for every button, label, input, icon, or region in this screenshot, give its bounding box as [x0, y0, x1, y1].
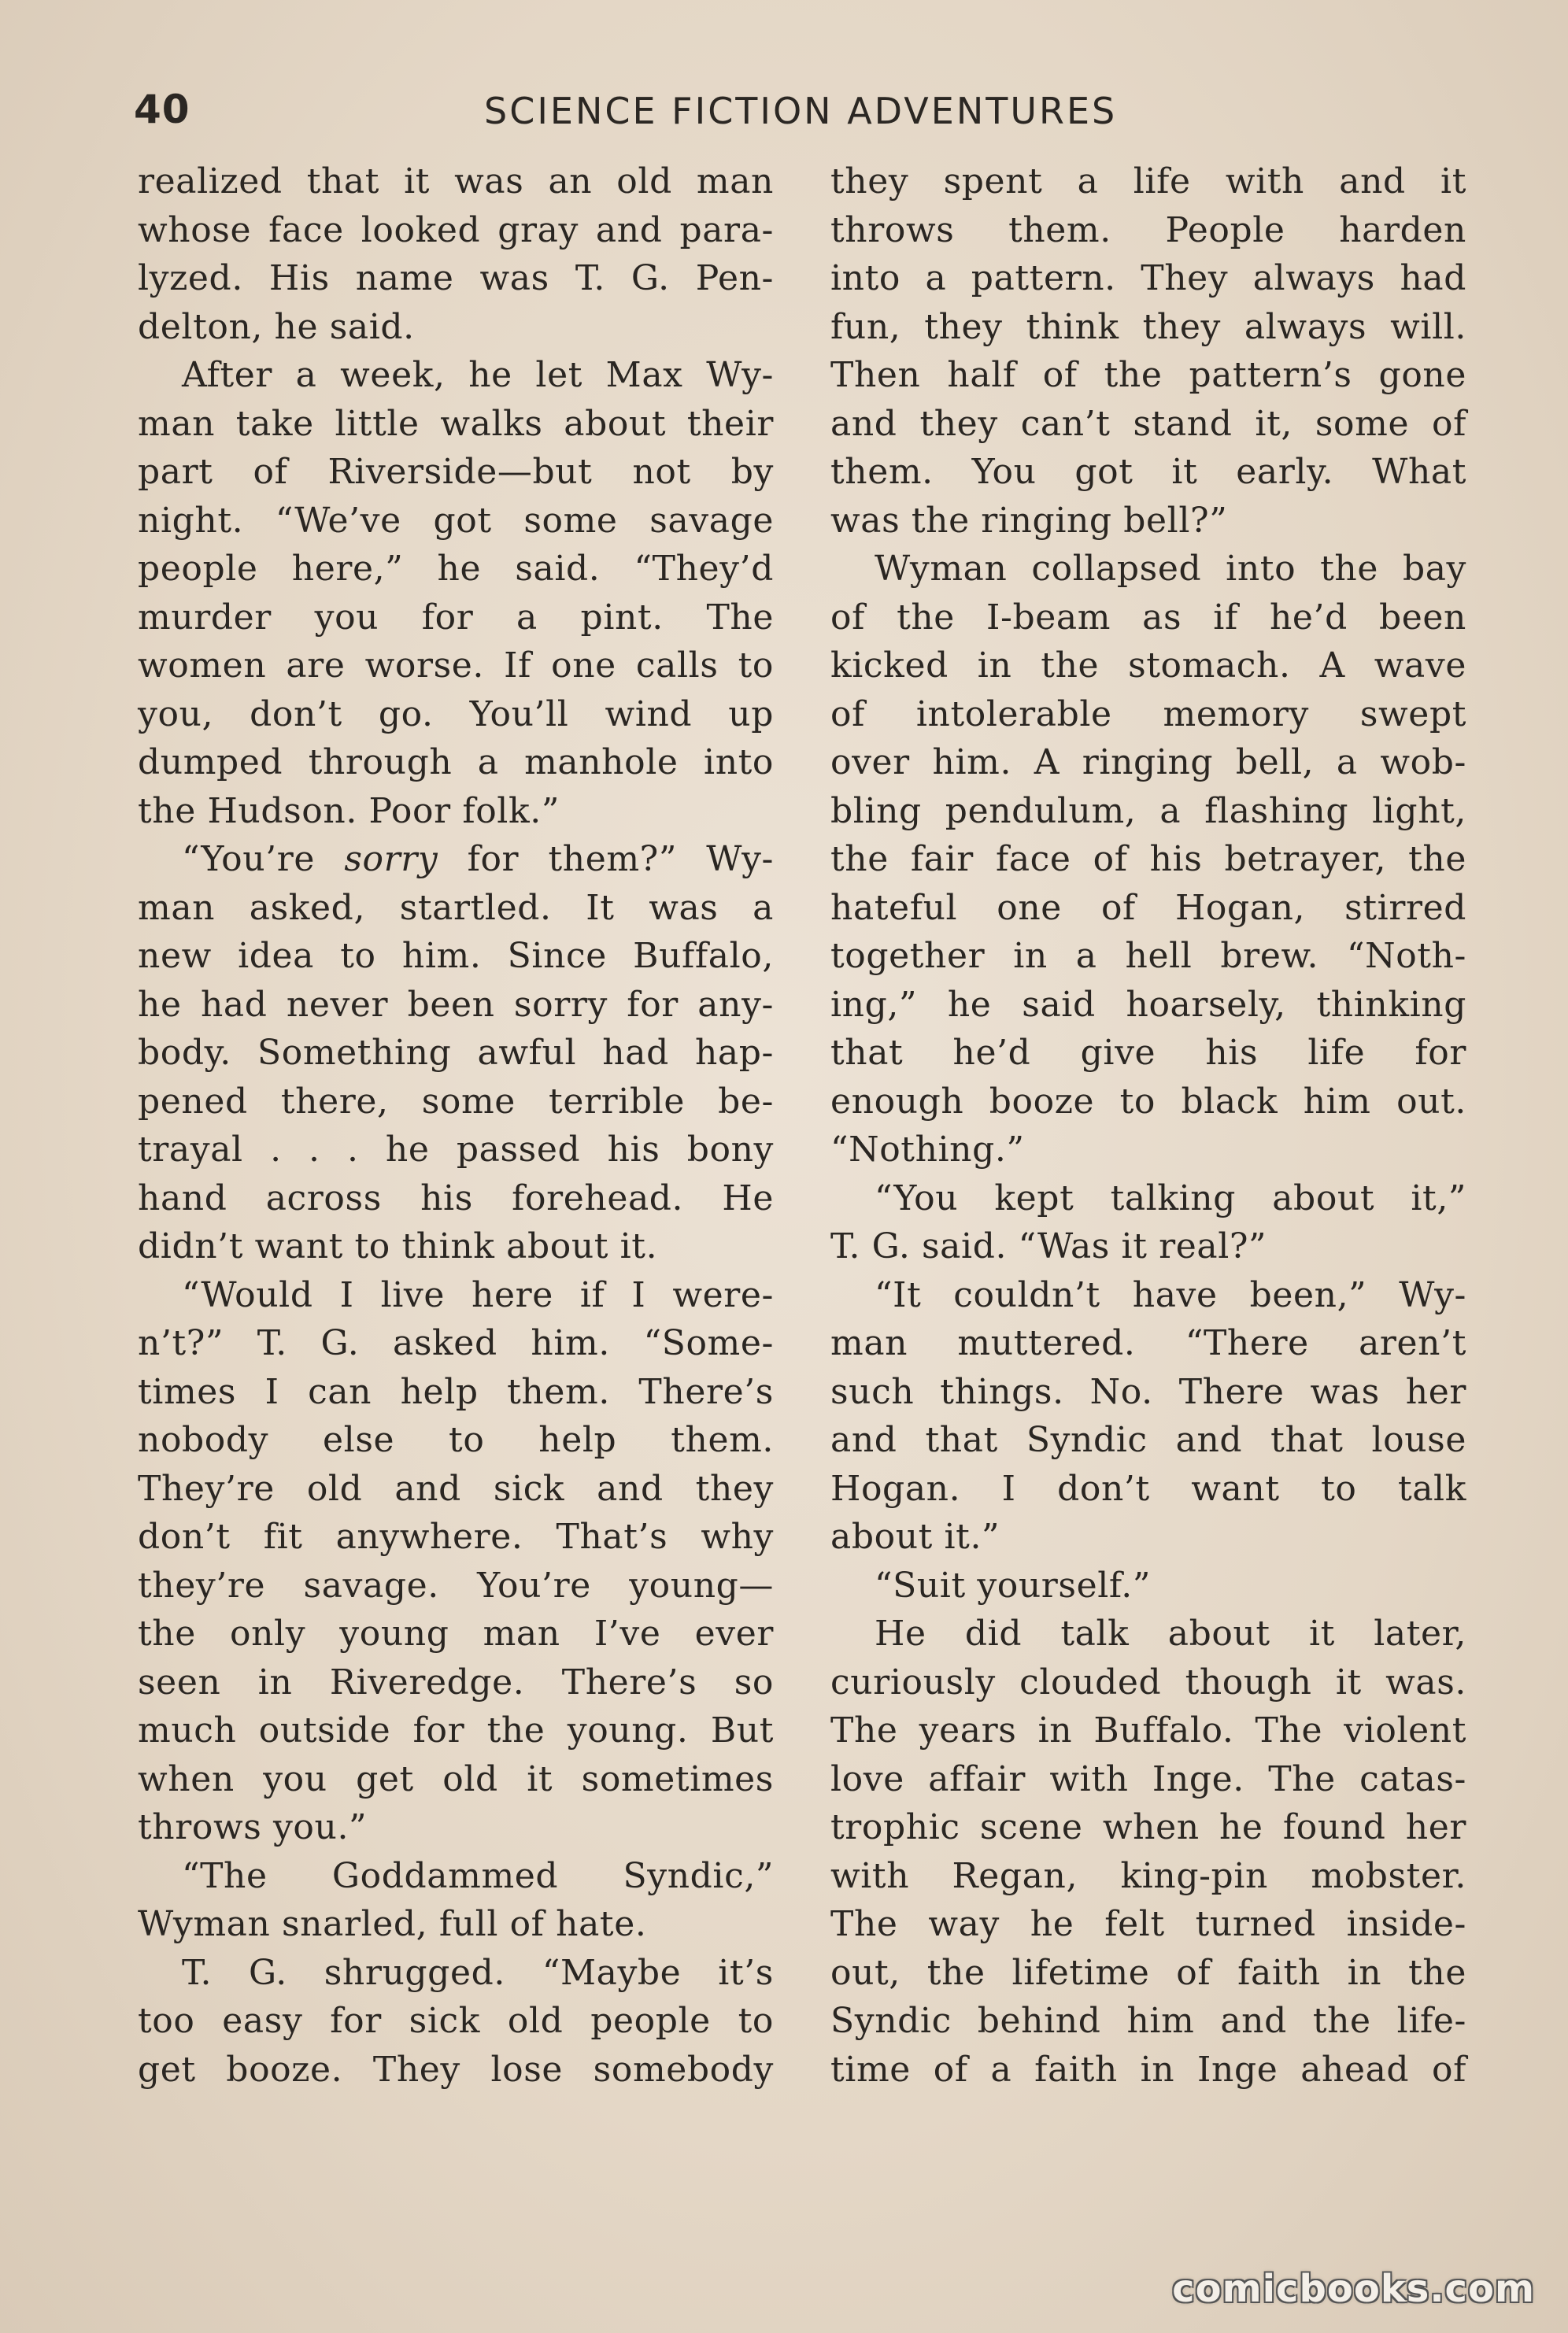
text-column-left — [138, 157, 774, 2094]
text-line: part of Riverside—but not by — [138, 452, 774, 492]
text-line: “Nothing.” — [830, 1130, 1025, 1170]
text-line: Hogan. I don’t want to talk — [830, 1468, 1466, 1509]
text-line: too easy for sick old people to — [138, 2001, 774, 2041]
text-line: Wyman snarled, full of hate. — [138, 1904, 647, 1944]
text-line: “It couldn’t have been,” Wy- — [875, 1274, 1466, 1315]
text-line: people here,” he said. “They’d — [138, 549, 774, 589]
text-line: new idea to him. Since Buffalo, — [138, 936, 774, 976]
text-line: much outside for the young. But — [138, 1710, 774, 1751]
text-line: love affair with Inge. The catas- — [830, 1758, 1466, 1799]
page-number: 40 — [134, 87, 190, 132]
text-line: of intolerable memory swept — [830, 693, 1466, 734]
text-line: such things. No. There was her — [830, 1371, 1466, 1412]
text-line: ing,” he said hoarsely, thinking — [830, 984, 1466, 1025]
text-line: them. You got it early. What — [830, 452, 1466, 492]
watermark: comicbooks.com — [1172, 2267, 1535, 2311]
text-line: out, the lifetime of faith in the — [830, 1952, 1466, 1993]
text-line: dumped through a manhole into — [138, 742, 774, 782]
text-line: you, don’t go. You’ll wind up — [138, 693, 774, 734]
text-line: time of a faith in Inge ahead of — [830, 2049, 1466, 2090]
text-line: kicked in the stomach. A wave — [830, 645, 1466, 686]
text-line: The years in Buffalo. The violent — [830, 1710, 1466, 1751]
text-line: trophic scene when he found her — [830, 1807, 1466, 1847]
text-line: together in a hell brew. “Noth- — [830, 936, 1466, 976]
text-line: get booze. They lose somebody — [138, 2049, 774, 2090]
text-line: trayal . . . he passed his bony — [138, 1130, 774, 1170]
text-line: he had never been sorry for any- — [138, 984, 774, 1025]
text-line: the Hudson. Poor folk.” — [138, 790, 560, 831]
text-line: women are worse. If one calls to — [138, 645, 774, 686]
text-line: lyzed. His name was T. G. Pen- — [138, 258, 774, 298]
text-line: T. G. said. “Was it real?” — [830, 1226, 1267, 1266]
text-line: pened there, some terrible be- — [138, 1081, 774, 1122]
text-line: body. Something awful had hap- — [138, 1033, 774, 1073]
text-line: Syndic behind him and the life- — [830, 2001, 1466, 2041]
text-line: Then half of the pattern’s gone — [830, 355, 1466, 395]
text-line: Wyman collapsed into the bay — [875, 549, 1466, 589]
text-line: man take little walks about their — [138, 403, 774, 444]
text-line: The way he felt turned inside- — [830, 1904, 1466, 1944]
text-line: seen in Riveredge. There’s so — [138, 1662, 774, 1703]
text-line: of the I-beam as if he’d been — [830, 597, 1466, 638]
text-line: times I can help them. There’s — [138, 1371, 774, 1412]
text-line: with Regan, king-pin mobster. — [830, 1855, 1466, 1896]
text-line: “You’re sorry for them?” Wy- — [182, 839, 774, 879]
text-line: the fair face of his betrayer, the — [830, 839, 1466, 879]
text-line: delton, he said. — [138, 306, 415, 347]
text-line: they spent a life with and it — [830, 161, 1466, 202]
text-line: fun, they think they always will. — [830, 306, 1466, 347]
text-line: “The Goddammed Syndic,” — [182, 1855, 774, 1896]
text-line: don’t fit anywhere. That’s why — [138, 1517, 774, 1557]
text-line: murder you for a pint. The — [138, 597, 774, 638]
text-line: that he’d give his life for — [830, 1033, 1466, 1073]
text-line: they’re savage. You’re young— — [138, 1565, 774, 1606]
text-line: the only young man I’ve ever — [138, 1614, 774, 1654]
text-line: “Suit yourself.” — [875, 1565, 1151, 1606]
text-line: about it.” — [830, 1517, 1000, 1557]
text-line: was the ringing bell?” — [830, 500, 1228, 541]
text-line: and they can’t stand it, some of — [830, 403, 1466, 444]
text-line: He did talk about it later, — [875, 1614, 1466, 1654]
italic-word: sorry — [344, 839, 438, 879]
text-line: and that Syndic and that louse — [830, 1420, 1466, 1460]
text-line: throws you.” — [138, 1807, 368, 1847]
text-column-right — [830, 157, 1466, 2094]
text-line: realized that it was an old man — [138, 161, 774, 202]
text-line: whose face looked gray and para- — [138, 209, 774, 250]
text-line: After a week, he let Max Wy- — [182, 355, 774, 395]
text-line: man asked, startled. It was a — [138, 887, 774, 928]
text-line: They’re old and sick and they — [138, 1468, 774, 1509]
text-line: throws them. People harden — [830, 209, 1466, 250]
text-line: curiously clouded though it was. — [830, 1662, 1466, 1703]
text-line: into a pattern. They always had — [830, 258, 1466, 298]
text-line: when you get old it sometimes — [138, 1758, 774, 1799]
text-line: hand across his forehead. He — [138, 1178, 774, 1218]
text-line: hateful one of Hogan, stirred — [830, 887, 1466, 928]
running-title: SCIENCE FICTION ADVENTURES — [484, 90, 1118, 132]
text-line: bling pendulum, a flashing light, — [830, 790, 1466, 831]
text-line: n’t?” T. G. asked him. “Some- — [138, 1323, 774, 1363]
page-header — [134, 87, 1464, 142]
text-line: night. “We’ve got some savage — [138, 500, 774, 541]
text-line: enough booze to black him out. — [830, 1081, 1466, 1122]
text-line: T. G. shrugged. “Maybe it’s — [182, 1952, 774, 1993]
text-line: over him. A ringing bell, a wob- — [830, 742, 1466, 782]
text-line: “You kept talking about it,” — [875, 1178, 1466, 1218]
text-line: “Would I live here if I were- — [182, 1274, 774, 1315]
text-line: man muttered. “There aren’t — [830, 1323, 1466, 1363]
text-line: didn’t want to think about it. — [138, 1226, 658, 1266]
text-line: nobody else to help them. — [138, 1420, 774, 1460]
